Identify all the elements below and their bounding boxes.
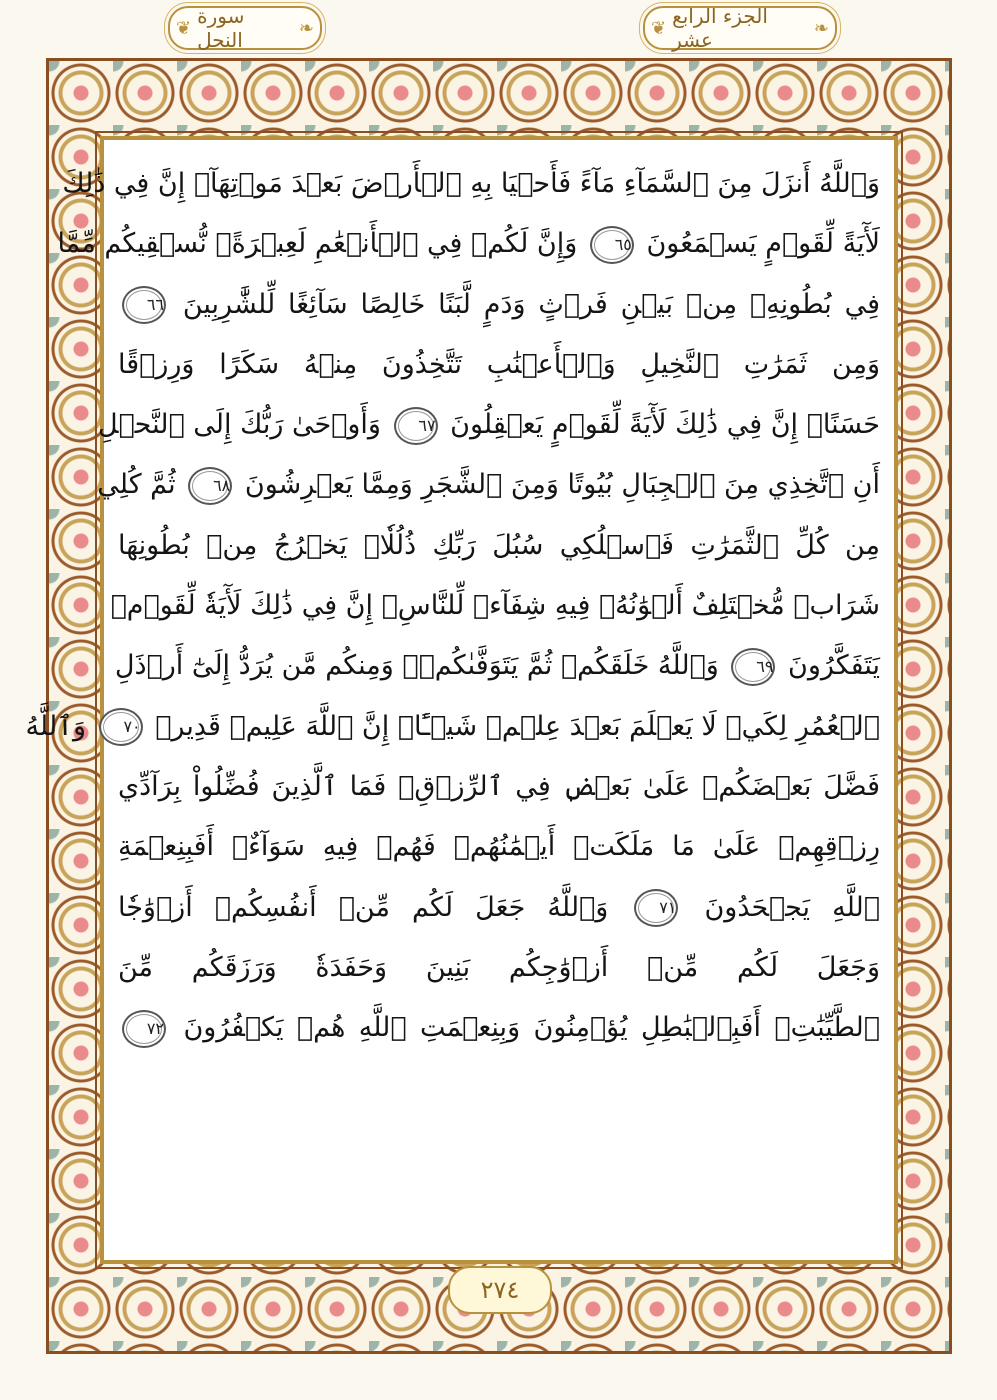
ayah-number-marker: ٧٢	[122, 1010, 166, 1048]
text-line	[118, 817, 880, 877]
ayah-number-marker: ٧٠	[99, 708, 143, 746]
juz-name: الجزء الرابع عشر	[672, 4, 768, 52]
ornament-icon: ❦	[176, 17, 192, 39]
ayah-number-marker: ٦٥	[590, 226, 634, 264]
page-number: ٢٧٤	[448, 1266, 552, 1314]
quran-text	[25, 154, 880, 1058]
verse-text: رِزۡقِهِمۡ عَلَىٰ مَا مَلَكَتۡ أَيۡمَٰنُهُمۡ فَهُمۡ فِيهِ سَوَآءٌۚ أَفَبِنِعۡمَةِ	[118, 831, 880, 863]
text-line	[25, 697, 880, 757]
verse-text: لَأٓيَةً لِّقَوۡمٍ يَسۡمَعُونَ	[646, 228, 880, 260]
verse-text: ثُمَّ كُلِي	[97, 469, 176, 501]
text-line	[110, 576, 880, 636]
ornament-icon: ❧	[813, 17, 829, 39]
surah-name-badge	[168, 6, 322, 50]
verse-text: ٱلۡعُمُرِ لِكَيۡ لَا يَعۡلَمَ بَعۡدَ عِلۡمٖ شَيۡـًٔاۚ إِنَّ ٱللَّهَ عَلِيمٞ قَدِيرٞ	[155, 710, 880, 742]
verse-text: وَإِنَّ لَكُمۡ فِي ٱلۡأَنۡعَٰمِ لَعِبۡرَةًۖ نُّسۡقِيكُم مِّمَّا	[57, 228, 578, 260]
ayah-number-marker: ٦٧	[394, 407, 438, 445]
ayah-number-marker: ٦٦	[122, 286, 166, 324]
ayah-number-marker: ٧١	[634, 889, 678, 927]
text-line	[57, 214, 880, 274]
verse-text: شَرَابٞ مُّخۡتَلِفٌ أَلۡوَٰنُهُۥ فِيهِ شِفَآءٞ لِّلنَّاسِۚ إِنَّ فِي ذَٰلِكَ لَأٓيَةٗ لِّقَوۡمٖ	[110, 590, 880, 622]
surah-name: سورة النحل	[197, 4, 245, 52]
verse-text: وَٱللَّهُ خَلَقَكُمۡ ثُمَّ يَتَوَفَّىٰكُمۡۚ وَمِنكُم مَّن يُرَدُّ إِلَىٰٓ أَرۡذَلِ	[114, 650, 719, 682]
ornament-icon: ❦	[651, 17, 667, 39]
juz-name-badge	[643, 6, 837, 50]
verse-text: أَنِ ٱتَّخِذِي مِنَ ٱلۡجِبَالِ بُيُوتًا وَمِنَ ٱلشَّجَرِ وَمِمَّا يَعۡرِشُونَ	[244, 469, 880, 501]
verse-text: يَتَفَكَّرُونَ	[788, 650, 880, 682]
text-line	[114, 636, 880, 696]
text-line	[62, 154, 880, 214]
text-line	[118, 516, 880, 576]
verse-text: مِن كُلِّ ٱلثَّمَرَٰتِ فَٱسۡلُكِي سُبُلَ رَبِّكِ ذُلُلٗاۚ يَخۡرُجُ مِنۢ بُطُونِهَا	[118, 529, 880, 561]
verse-text: فِي بُطُونِهِۦ مِنۢ بَيۡنِ فَرۡثٍ وَدَمٍ لَّبَنًا خَالِصًا سَآئِغًا لِّلشَّٰرِبِينَ	[182, 288, 880, 320]
ayah-number-marker: ٦٩	[731, 648, 775, 686]
verse-text: وَجَعَلَ لَكُم مِّنۡ أَزۡوَٰجِكُم بَنِينَ وَحَفَدَةٗ وَرَزَقَكُم مِّنَ	[118, 951, 880, 983]
text-line	[97, 455, 880, 515]
verse-text: وَمِن ثَمَرَٰتِ ٱلنَّخِيلِ وَٱلۡأَعۡنَٰبِ تَتَّخِذُونَ مِنۡهُ سَكَرًا وَرِزۡقًا	[118, 348, 880, 380]
verse-text: فَضَّلَ بَعۡضَكُمۡ عَلَىٰ بَعۡضٖ فِي ٱلرِّزۡقِۚ فَمَا ٱلَّذِينَ فُضِّلُواْ بِرَآدِّي	[118, 770, 880, 802]
verse-text: وَأَوۡحَىٰ رَبُّكَ إِلَى ٱلنَّحۡلِ	[98, 409, 381, 441]
verse-text: وَٱللَّهُ أَنزَلَ مِنَ ٱلسَّمَآءِ مَآءً فَأَحۡيَا بِهِ ٱلۡأَرۡضَ بَعۡدَ مَوۡتِهَآۚ إِنَّ فِي ذَٰلِكَ	[62, 168, 880, 199]
verse-text: ٱلطَّيِّبَٰتِۚ أَفَبِٱلۡبَٰطِلِ يُؤۡمِنُونَ وَبِنِعۡمَتِ ٱللَّهِ هُمۡ يَكۡفُرُونَ	[183, 1012, 880, 1044]
text-line	[118, 998, 880, 1058]
ayah-number-marker: ٦٨	[188, 467, 232, 505]
text-line	[118, 878, 880, 938]
verse-text: وَٱللَّهُ جَعَلَ لَكُم مِّنۡ أَنفُسِكُمۡ أَزۡوَٰجٗا	[118, 891, 609, 923]
text-line	[98, 395, 880, 455]
text-line	[118, 335, 880, 395]
text-line	[118, 275, 880, 335]
verse-text: حَسَنًاۚ إِنَّ فِي ذَٰلِكَ لَأٓيَةً لِّقَوۡمٍ يَعۡقِلُونَ	[450, 409, 880, 441]
text-line	[118, 757, 880, 817]
ornament-icon: ❧	[298, 17, 314, 39]
text-line	[118, 938, 880, 998]
verse-text: ٱللَّهِ يَجۡحَدُونَ	[704, 891, 880, 923]
verse-text: وَٱللَّهُ	[25, 710, 87, 742]
